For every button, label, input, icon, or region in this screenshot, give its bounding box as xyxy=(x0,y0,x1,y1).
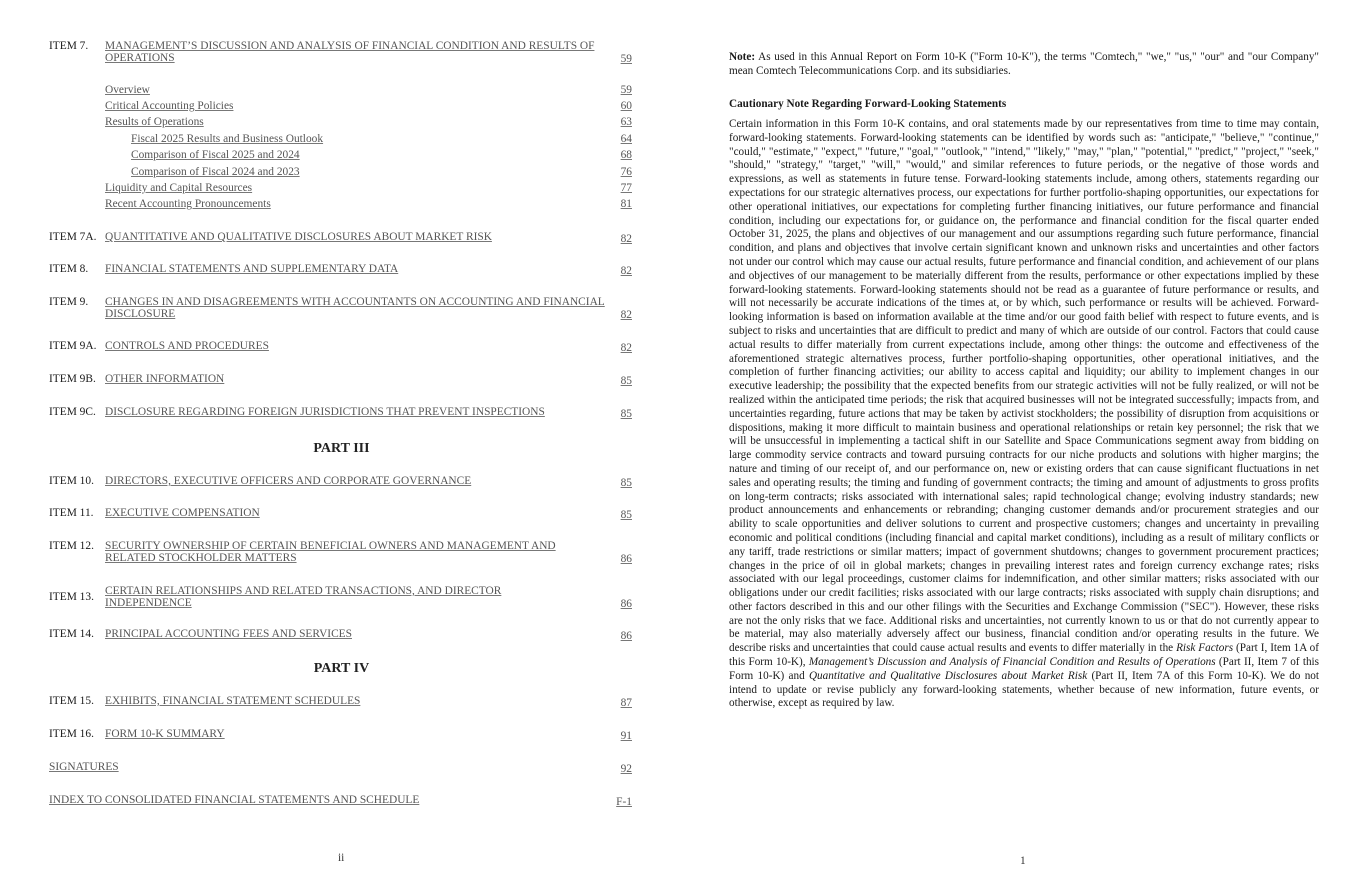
toc-item-label: ITEM 9A. xyxy=(49,340,97,352)
toc-item-16[interactable] xyxy=(49,729,632,741)
toc-item-label: ITEM 14. xyxy=(49,628,94,640)
toc-item-page[interactable]: 82 xyxy=(620,308,632,321)
toc-subitem-page[interactable]: 76 xyxy=(620,166,632,178)
toc-item-12[interactable] xyxy=(49,541,632,564)
toc-item-title[interactable]: SIGNATURES xyxy=(49,761,119,773)
toc-subitem-title[interactable]: Recent Accounting Pronouncements xyxy=(105,198,271,210)
toc-item-title[interactable]: FORM 10-K SUMMARY xyxy=(105,728,225,740)
toc-item-title[interactable]: MANAGEMENT’S DISCUSSION AND ANALYSIS OF FINANCIAL CONDITION AND RESULTS OF OPERATIONS xyxy=(105,40,595,64)
note-label: Note: xyxy=(729,51,756,63)
toc-item-page[interactable]: 86 xyxy=(620,552,632,565)
toc-item-title[interactable]: FINANCIAL STATEMENTS AND SUPPLEMENTARY DATA xyxy=(105,263,399,275)
toc-signatures[interactable] xyxy=(49,762,632,774)
toc-item-title[interactable]: CHANGES IN AND DISAGREEMENTS WITH ACCOUNTANTS ON ACCOUNTING AND FINANCIAL DISCLOSURE xyxy=(105,296,605,320)
toc-item-title[interactable]: CONTROLS AND PROCEDURES xyxy=(105,340,269,352)
toc-item-label: ITEM 7. xyxy=(49,40,89,52)
toc-item-9a[interactable] xyxy=(49,341,632,353)
toc-item-label: ITEM 10. xyxy=(49,475,94,487)
toc-item-page[interactable]: 87 xyxy=(620,696,632,709)
toc-item-15[interactable] xyxy=(49,696,632,708)
toc-subitem-title[interactable]: Comparison of Fiscal 2024 and 2023 xyxy=(131,166,300,178)
cautionary-text: (Part I, Item 1A of this Form 10-K), xyxy=(729,642,1319,669)
toc-item-9b[interactable] xyxy=(49,374,632,386)
toc-item-page[interactable]: 85 xyxy=(620,476,632,489)
toc-item-page[interactable]: 85 xyxy=(620,508,632,521)
toc-item-label: ITEM 8. xyxy=(49,263,89,275)
toc-item-page[interactable]: 86 xyxy=(620,629,632,642)
toc-item-title[interactable]: EXHIBITS, FINANCIAL STATEMENT SCHEDULES xyxy=(105,695,361,707)
note-text: As used in this Annual Report on Form 10-K ("Form 10-K"), the terms "Comtech," "we," "us," "our" and "our Company" mean Comtech Telecommunications Corp. and its subsidiaries. xyxy=(729,51,1319,77)
toc-item-label: ITEM 11. xyxy=(49,507,94,519)
toc-item-page[interactable]: 86 xyxy=(620,597,632,610)
toc-subitem-title[interactable]: Overview xyxy=(105,84,150,96)
toc-item-7a[interactable] xyxy=(49,232,632,244)
toc-item-label: ITEM 15. xyxy=(49,695,94,707)
mdna-ref: Management’s Discussion and Analysis of Financial Condition and Results of Operations xyxy=(808,656,1216,669)
toc-item-label: ITEM 9C. xyxy=(49,406,96,418)
toc-subitem-page[interactable]: 63 xyxy=(620,116,632,128)
toc-item-title[interactable]: CERTAIN RELATIONSHIPS AND RELATED TRANSACTIONS, AND DIRECTOR INDEPENDENCE xyxy=(105,585,502,609)
toc-item-page[interactable]: 82 xyxy=(620,264,632,277)
body-page xyxy=(683,0,1365,889)
toc-item-7[interactable] xyxy=(49,41,632,64)
toc-item-page[interactable]: 59 xyxy=(620,52,632,65)
toc-subitem-page[interactable]: 68 xyxy=(620,149,632,161)
toc-item-13[interactable] xyxy=(49,586,632,609)
toc-item-title[interactable]: INDEX TO CONSOLIDATED FINANCIAL STATEMENTS AND SCHEDULE xyxy=(49,794,420,806)
cautionary-text: Certain information in this Form 10-K contains, and oral statements made by our representatives from time to time may contain, forward-looking statements. Forward-looking statements can be identified by words such as: "anticipate," "believe," "continue," "could," "estimate," "expect," "future," "goal," "outlook," "intend," "likely," "may," "plan," "potential," "predict," "project," "seek," "should," "strategy," "target," "will," "would," and similar references to future periods, or the negative of those words and expressions, as well as statements in future tense. Forward-looking statements include, among others, statements regarding our expectations for our strategic alternatives process, our expectations for further portfolio-shaping opportunities, our expectations for other operational initiatives, our expectations for completing further financing initiatives, our future performance and financial condition, including our expectations for, or guidance on, the performance and financial condition for the fiscal quarter ended October 31, 2025, the plans and objectives of our management and our assumptions regarding such future performance, financial condition, and plans and objectives that involve certain significant known and unknown risks and uncertainties and other factors not under our control which may cause our actual results, future performance and financial condition, and achievement of our plans and objectives of our management to be materially different from the results, performance or other expectations implied by these forward-looking statements. Forward-looking statements should not be read as a guarantee of future performance or results, and will not necessarily be accurate indications of the times at, or by which, such performance or results will be achieved. Forward-looking information is based on information available at the time and/or our good faith belief with respect to future events, and is subject to risks and uncertainties that are difficult to predict and many of which are outside of our control. Factors that could cause actual results to differ materially from current expectations include, among other things: the outcome and effectiveness of the aforementioned strategic alternatives process, further portfolio-shaping opportunities, other operational initiatives, and the completion of further financing activities; our ability to access capital and liquidity; our ability to implement changes in our executive leadership; the possibility that the expected benefits from our strategic activities will not be fully realized, or will not be realized within the anticipated time periods; the risk that acquired businesses will not be integrated successfully; impacts from, and uncertainties regarding, future actions that may be taken by activist stockholders; the possibility of disruption from acquisitions or dispositions, making it more difficult to maintain business and operational relationships or retain key personnel; the risk that we will be unsuccessful in implementing a tactical shift in our Satellite and Space Communications segment away from bidding on large commodity service contracts and toward pursuing contracts for our niche products and solutions with higher margins; the nature and timing of our receipt of, and our performance on, new or existing orders that can cause significant fluctuations in net sales and operating results; the timing and funding of government contracts; the timing and amount of adjustments to gross profits on long-term contracts; risks associated with international sales; rapid technological change; evolving industry standards; new product announcements and enhancements or rebranding; changing customer demands and/or procurement strategies and our ability to scale opportunities and deliver solutions to current and prospective customers; changes and uncertainty in prevailing economic and political conditions (including financial and capital market conditions), including as a result of military conflicts or any tariff, trade restrictions or similar matters; impact of government shutdowns; changes to government procurement practices; changes in the price of oil in global markets; changes in prevailing interest rates and foreign currency exchange rates; risks associated with our legal proceedings, customer claims for indemnification, and other similar matters; risks associated with our obligations under our credit facilities; risks associated with our large contracts; risks associated with supply chain disruptions; and other factors described in this and our other filings with the Securities and Exchange Commission ("SEC"). However, these risks are not the only risks that we face. Additional risks and uncertainties, not currently known to us or that do not currently appear to be material, may also materially adversely affect our business, financial condition and/or operating results in the future. We describe risks and uncertainties that could cause actual results and events to differ materially in the xyxy=(729,118,1319,655)
toc-item-label: ITEM 9B. xyxy=(49,373,96,385)
toc-item-page[interactable]: 82 xyxy=(620,341,632,354)
toc-item-page[interactable]: 82 xyxy=(620,232,632,245)
page-number-left: ii xyxy=(338,852,345,864)
toc-item-label: ITEM 9. xyxy=(49,296,89,308)
part-iii-heading: PART III xyxy=(313,441,370,456)
market-risk-ref: Quantitative and Qualitative Disclosures about Market Risk xyxy=(808,669,1088,682)
toc-item-page[interactable]: 85 xyxy=(620,407,632,420)
toc-subitem-page[interactable]: 77 xyxy=(620,182,632,194)
note-paragraph xyxy=(729,51,1319,78)
toc-item-page[interactable]: 91 xyxy=(620,729,632,742)
toc-item-title[interactable]: QUANTITATIVE AND QUALITATIVE DISCLOSURES ABOUT MARKET RISK xyxy=(105,231,492,243)
toc-item-title[interactable]: SECURITY OWNERSHIP OF CERTAIN BENEFICIAL OWNERS AND MANAGEMENT AND RELATED STOCKHOLDER MATTERS xyxy=(105,540,556,564)
cautionary-text: (Part II, Item 7 of this Form 10-K) and xyxy=(729,656,1319,682)
toc-subitem-title[interactable]: Fiscal 2025 Results and Business Outlook xyxy=(131,133,324,145)
toc-item-title[interactable]: DISCLOSURE REGARDING FOREIGN JURISDICTIONS THAT PREVENT INSPECTIONS xyxy=(105,406,545,418)
toc-item-title[interactable]: OTHER INFORMATION xyxy=(105,373,225,385)
part-iv-heading: PART IV xyxy=(313,661,370,676)
toc-subitem-page[interactable]: 64 xyxy=(620,133,632,145)
toc-item-8[interactable] xyxy=(49,264,632,276)
toc-index-financial-statements[interactable] xyxy=(49,795,632,807)
toc-item-11[interactable] xyxy=(49,508,632,520)
toc-item-page[interactable]: 85 xyxy=(620,374,632,387)
toc-item-page[interactable]: F-1 xyxy=(616,795,632,808)
toc-subitem-page[interactable]: 60 xyxy=(620,100,632,112)
toc-subitem-page[interactable]: 59 xyxy=(620,84,632,96)
toc-item-page[interactable]: 92 xyxy=(620,762,632,775)
toc-item-label: ITEM 13. xyxy=(49,591,94,603)
toc-item-9c[interactable] xyxy=(49,407,632,419)
toc-item-10[interactable] xyxy=(49,476,632,488)
page-number-right: 1 xyxy=(1020,855,1026,867)
risk-factors-ref: Risk Factors xyxy=(1176,642,1234,655)
toc-item-label: ITEM 12. xyxy=(49,540,94,552)
toc-item-title[interactable]: PRINCIPAL ACCOUNTING FEES AND SERVICES xyxy=(105,628,352,640)
toc-item-14[interactable] xyxy=(49,629,632,641)
toc-item-label: ITEM 16. xyxy=(49,728,94,740)
toc-item-9[interactable] xyxy=(49,297,632,320)
toc-item-title[interactable]: EXECUTIVE COMPENSATION xyxy=(105,507,260,519)
toc-subitem-page[interactable]: 81 xyxy=(620,198,632,210)
toc-subitem-title[interactable]: Critical Accounting Policies xyxy=(105,100,234,112)
toc-subitem-title[interactable]: Liquidity and Capital Resources xyxy=(105,182,253,194)
cautionary-text: (Part II, Item 7A of this Form 10-K). We do not intend to update or revise publicly any forward-looking statements, whether because of new information, future events, or otherwise, except as required by law. xyxy=(729,669,1319,710)
toc-item-label: ITEM 7A. xyxy=(49,231,97,243)
toc-subitem-title[interactable]: Results of Operations xyxy=(105,116,204,128)
cautionary-paragraph xyxy=(729,118,1319,711)
cautionary-heading: Cautionary Note Regarding Forward-Looking Statements xyxy=(729,98,1007,110)
toc-item-title[interactable]: DIRECTORS, EXECUTIVE OFFICERS AND CORPORATE GOVERNANCE xyxy=(105,475,472,487)
toc-subitem-title[interactable]: Comparison of Fiscal 2025 and 2024 xyxy=(131,149,300,161)
